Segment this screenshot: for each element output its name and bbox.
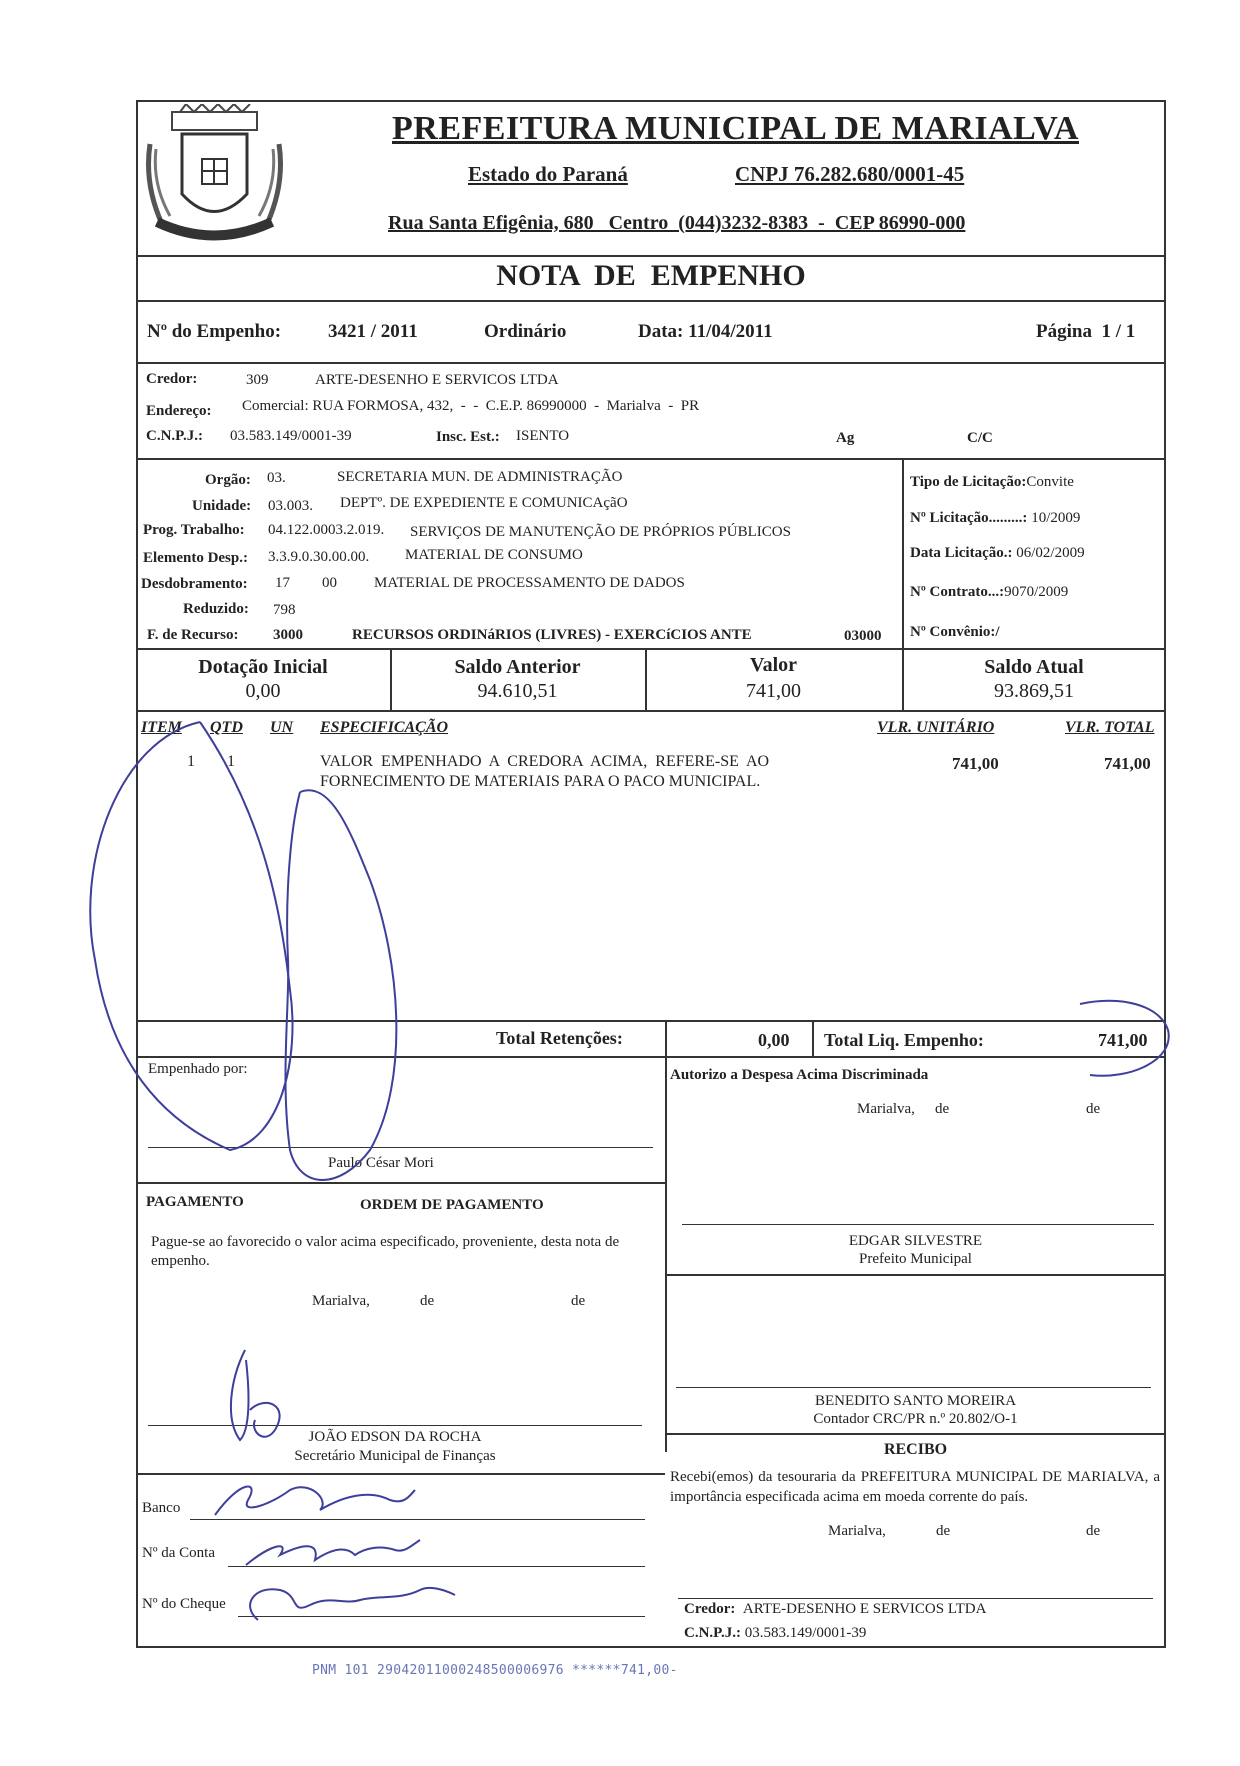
credor-label: Credor: [146,371,198,387]
reduzido-label: Reduzido: [183,601,249,617]
credor-code: 309 [246,372,269,388]
contrato: Nº Contrato...:9070/2009 [910,584,1069,600]
secretario-title: Secretário Municipal de Finanças [294,1448,496,1464]
licitacao-tipo-label: Tipo de Licitação:Convite [910,474,1074,490]
item-unit-value: 741,00 [952,754,999,773]
conta-label: Nº da Conta [142,1545,215,1561]
saldo-value: 741,00 [746,680,801,702]
reduzido: 798 [273,602,296,618]
desdob-code1: 17 [275,575,290,591]
recurso: RECURSOS ORDINáRIOS (LIVRES) - EXERCíCIOS ANTE [352,627,752,643]
autorizo-place: Marialva, [857,1101,915,1117]
cnpj-label: C.N.P.J.: [146,428,203,444]
orgao-label: Orgão: [205,472,251,488]
empenho-label: Nº do Empenho: [147,321,282,342]
desdob: MATERIAL DE PROCESSAMENTO DE DADOS [374,575,685,591]
autorizo-de: de [1086,1101,1101,1117]
item-total-value: 741,00 [1104,754,1151,773]
col-item: ITEM [141,719,182,736]
pagamento-label: PAGAMENTO [146,1194,244,1210]
desdob-code2: 00 [322,575,337,591]
cc-label: C/C [967,430,993,446]
item-spec: VALOR EMPENHADO A CREDORA ACIMA, REFERE-SE AO [320,753,770,770]
empenho-date: Data: 11/04/2011 [638,321,773,342]
empenho-page: Página 1 / 1 [1036,321,1136,342]
col-spec: ESPECIFICAÇÃO [320,719,449,736]
autorizo-de: de [935,1101,950,1117]
prefeito-name: EDGAR SILVESTRE [848,1233,983,1249]
saldo-label: Saldo Atual [984,656,1084,678]
unidade: DEPTº. DE EXPEDIENTE E COMUNICAçãO [340,495,628,511]
recibo-credor: Credor: ARTE-DESENHO E SERVICOS LTDA [684,1601,987,1617]
saldo-label: Dotação Inicial [198,656,328,678]
pagamento-de: de [571,1293,586,1309]
licitacao-data: Data Licitação.: 06/02/2009 [910,545,1085,561]
empenhado-name: Paulo César Mori [328,1155,434,1171]
credor-name: ARTE-DESENHO E SERVICOS LTDA [315,372,559,388]
header-cnpj: CNPJ 76.282.680/0001-45 [735,162,965,186]
retencoes-value: 0,00 [758,1030,790,1050]
saldo-value: 0,00 [245,680,281,702]
pagamento-place: Marialva, [312,1293,370,1309]
insc-label: Insc. Est.: [436,429,500,445]
recibo-text: Recebi(emos) da tesouraria da PREFEITURA MUNICIPAL DE MARIALVA, a importância especificada acima em moeda corrente do país. [670,1469,1160,1505]
elemento: MATERIAL DE CONSUMO [405,547,583,563]
liq-value: 741,00 [1098,1030,1148,1050]
elemento-label: Elemento Desp.: [143,550,248,566]
secretario-name: JOÃO EDSON DA ROCHA [308,1429,482,1445]
orgao: SECRETARIA MUN. DE ADMINISTRAÇÃO [337,469,623,485]
ordem-label: ORDEM DE PAGAMENTO [360,1197,544,1213]
recibo-de: de [1086,1523,1101,1539]
cheque-label: Nº do Cheque [142,1596,226,1612]
header-title: PREFEITURA MUNICIPAL DE MARIALVA [392,110,1079,147]
prog: SERVIÇOS DE MANUTENÇÃO DE PRÓPRIOS PÚBLICOS [410,524,791,540]
elemento-code: 3.3.9.0.30.00.00. [268,549,370,565]
orgao-code: 03. [267,470,286,486]
col-total: VLR. TOTAL [1065,719,1155,736]
prog-label: Prog. Trabalho: [143,522,245,538]
recibo-cnpj: C.N.P.J.: 03.583.149/0001-39 [684,1625,867,1641]
doc-title: NOTA DE EMPENHO [496,259,806,292]
convenio-label: Nº Convênio:/ [910,624,1000,640]
item-spec: FORNECIMENTO DE MATERIAIS PARA O PACO MUNICIPAL. [320,773,761,790]
header-state: Estado do Paraná [468,162,628,186]
credor-address: Comercial: RUA FORMOSA, 432, - - C.E.P. 86990000 - Marialva - PR [242,398,700,414]
liq-label: Total Liq. Empenho: [824,1030,984,1050]
licitacao-num: Nº Licitação.........: 10/2009 [910,510,1081,526]
unidade-code: 03.003. [268,498,313,514]
col-unit: VLR. UNITÁRIO [877,719,995,736]
credor-cnpj: 03.583.149/0001-39 [230,428,352,444]
ag-label: Ag [836,430,855,446]
prog-code: 04.122.0003.2.019. [268,522,385,538]
retencoes-label: Total Retenções: [496,1028,623,1048]
pagamento-text: Pague-se ao favorecido o valor acima especificado, proveniente, desta nota de empenho. [151,1234,620,1269]
item-number: 1 [187,753,195,770]
footer-code: PNM 101 29042011000248500006976 ******741,00- [312,1663,678,1678]
prefeito-title: Prefeito Municipal [859,1251,972,1267]
header-address: Rua Santa Efigênia, 680 Centro (044)3232-8383 - CEP 86990-000 [388,212,966,234]
desdob-label: Desdobramento: [141,576,248,592]
recurso-code2: 03000 [844,628,882,644]
saldo-value: 94.610,51 [477,680,558,702]
autorizo-label: Autorizo a Despesa Acima Discriminada [670,1067,929,1083]
empenho-number: 3421 / 2011 [328,321,418,342]
empenho-type: Ordinário [484,321,567,342]
contador-name: BENEDITO SANTO MOREIRA [814,1393,1017,1409]
pagamento-de: de [420,1293,435,1309]
recibo-place: Marialva, [828,1523,886,1539]
col-qtd: QTD [210,719,243,736]
saldo-value: 93.869,51 [994,680,1074,702]
recibo-de: de [936,1523,951,1539]
address-label: Endereço: [146,403,212,419]
recibo-title: RECIBO [883,1441,948,1458]
saldo-label: Saldo Anterior [454,656,581,678]
unidade-label: Unidade: [192,498,252,514]
credor-insc: ISENTO [516,428,570,444]
empenhado-label: Empenhado por: [148,1061,248,1077]
col-un: UN [270,719,294,736]
recurso-label: F. de Recurso: [147,627,239,643]
item-qtd: 1 [227,753,235,770]
saldo-label: Valor [749,654,798,676]
banco-label: Banco [142,1500,181,1516]
contador-title: Contador CRC/PR n.º 20.802/O-1 [813,1411,1018,1427]
recurso-code: 3000 [273,627,303,643]
